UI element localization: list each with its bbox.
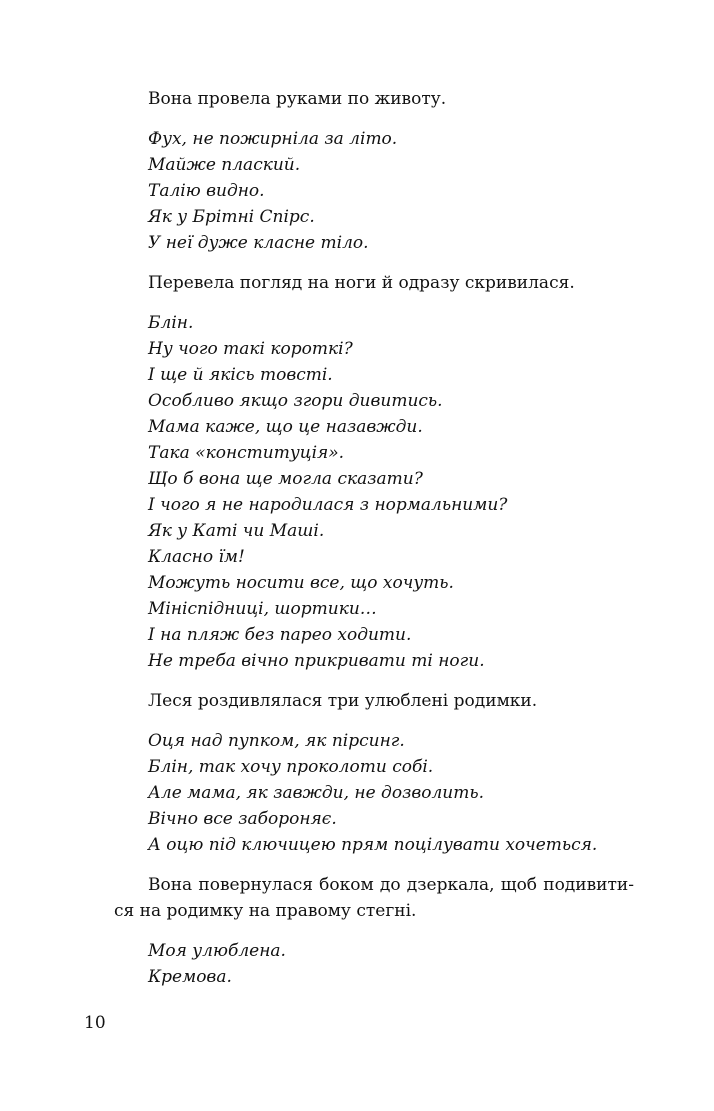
thought-line: Майже плаский. — [148, 155, 301, 175]
thought-line: Фух, не пожирніла за літо. — [148, 129, 398, 149]
thought-line: Можуть носити все, що хочуть. — [148, 573, 454, 593]
thought-line: Оця над пупком, як пірсинг. — [148, 731, 405, 751]
thought-line: Класно їм! — [148, 547, 245, 567]
thought-line: Як у Брітні Спірс. — [148, 207, 315, 227]
thought-line: У неї дуже класне тіло. — [148, 233, 369, 253]
paragraph-4: Вона повернулася боком до дзеркала, щоб подивитися на родимку на правому стегні. — [114, 875, 634, 921]
thought-line: Що б вона ще могла сказати? — [148, 469, 423, 489]
thought-group-2 — [148, 310, 634, 674]
paragraph-2: Перевела погляд на ноги й одразу скривилася. — [148, 273, 575, 293]
paragraph-1: Вона провела руками по животу. — [148, 89, 447, 109]
thought-line: Особливо якщо згори дивитись. — [148, 391, 443, 411]
paragraph-3: Леся роздивлялася три улюблені родимки. — [148, 691, 538, 711]
thought-line: Талію видно. — [148, 181, 265, 201]
thought-line: Блін, так хочу проколоти собі. — [148, 757, 434, 777]
thought-line: Але мама, як завжди, не дозволить. — [148, 783, 485, 803]
thought-line: Ну чого такі короткі? — [148, 339, 353, 359]
thought-group-4 — [148, 938, 634, 990]
thought-line: І ще й якісь товсті. — [148, 365, 333, 385]
thought-line: І чого я не народилася з нормальними? — [148, 495, 508, 515]
thought-line: Не треба вічно прикривати ті ноги. — [148, 651, 485, 671]
thought-group-1 — [148, 126, 634, 256]
thought-line: Мама каже, що це назавжди. — [148, 417, 423, 437]
page-number: 10 — [84, 1013, 106, 1033]
thought-line: Мініспідниці, шортики… — [148, 599, 377, 619]
thought-line: І на пляж без парео ходити. — [148, 625, 412, 645]
thought-line: Як у Каті чи Маші. — [148, 521, 325, 541]
thought-line: Така «конституція». — [148, 443, 345, 463]
thought-line: Блін. — [148, 313, 194, 333]
thought-line: Вічно все забороняє. — [148, 809, 337, 829]
page-text — [114, 86, 634, 990]
thought-line: А оцю під ключицею прям поцілувати хочеться. — [148, 835, 598, 855]
thought-group-3 — [148, 728, 634, 858]
thought-line: Моя улюблена. — [148, 941, 286, 961]
thought-line: Кремова. — [148, 967, 232, 987]
